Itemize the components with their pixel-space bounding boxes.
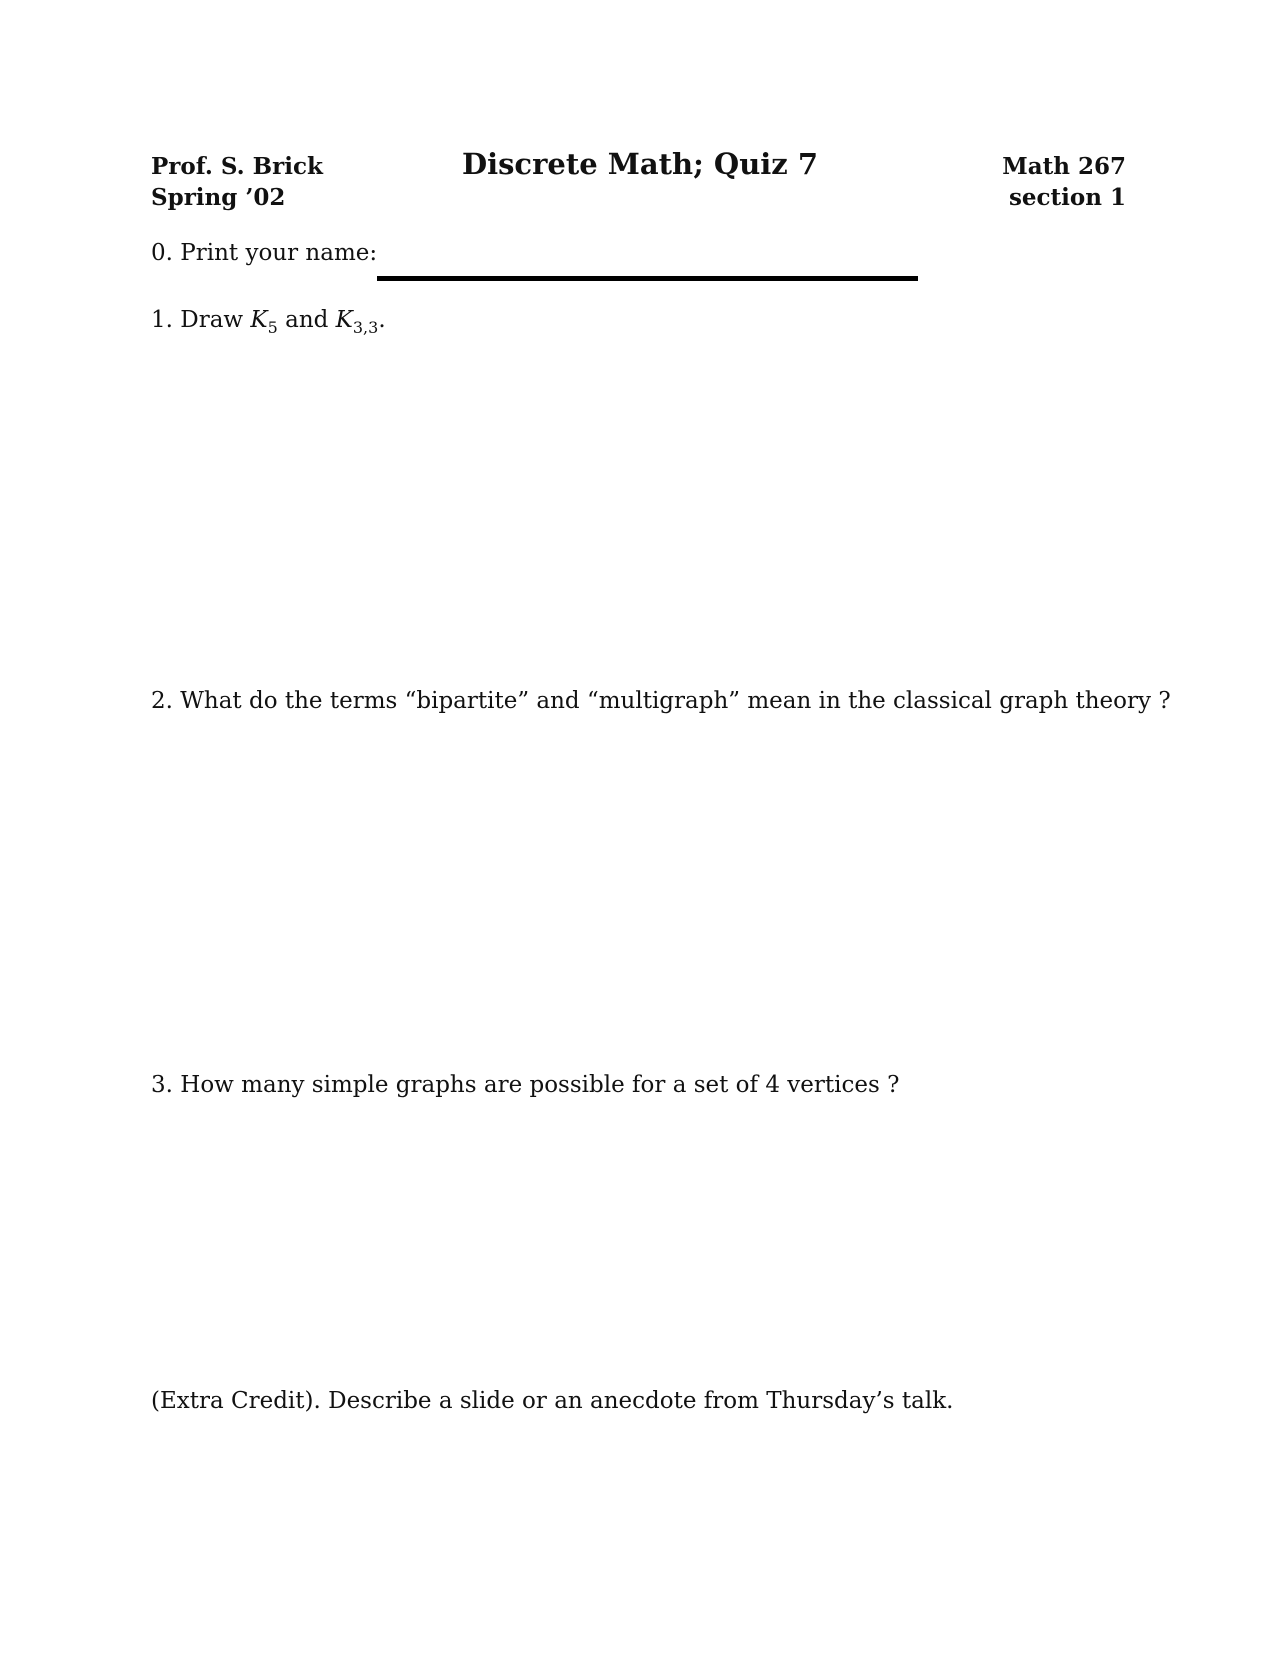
question-0: [151, 238, 377, 268]
question-1-prefix: Draw: [180, 307, 244, 333]
question-2-number: 2.: [151, 688, 173, 714]
graph-k33: [335, 307, 379, 337]
question-2: [151, 686, 1171, 716]
question-1-conjunction: and: [285, 307, 329, 333]
question-3-text: How many simple graphs are possible for a set of 4 vertices ?: [180, 1072, 900, 1098]
question-0-number: 0.: [151, 240, 173, 266]
extra-credit-label: (Extra Credit).: [151, 1388, 321, 1414]
graph-k33-letter: K: [335, 307, 353, 333]
question-1-number: 1.: [151, 307, 173, 333]
graph-k33-subscript: 3,3: [352, 318, 379, 337]
question-2-text: What do the terms “bipartite” and “multigraph” mean in the classical graph theory ?: [180, 688, 1171, 714]
header-right: [1002, 151, 1126, 213]
extra-credit-text: Describe a slide or an anecdote from Thursday’s talk.: [328, 1388, 954, 1414]
section-number: section 1: [1008, 184, 1126, 211]
question-1-end: .: [378, 307, 386, 333]
name-answer-line[interactable]: [377, 276, 918, 281]
page-title: Discrete Math; Quiz 7: [461, 147, 819, 181]
extra-credit-question: [151, 1386, 953, 1416]
term: Spring ’02: [151, 184, 286, 211]
graph-k5-letter: K: [250, 307, 268, 333]
graph-k5-subscript: 5: [267, 318, 278, 337]
question-3: [151, 1070, 899, 1100]
course-number: Math 267: [1002, 153, 1126, 180]
question-3-number: 3.: [151, 1072, 173, 1098]
instructor-name: Prof. S. Brick: [151, 153, 323, 180]
question-1: [151, 305, 386, 335]
graph-k5: [250, 307, 278, 337]
question-0-text: Print your name:: [180, 240, 378, 266]
